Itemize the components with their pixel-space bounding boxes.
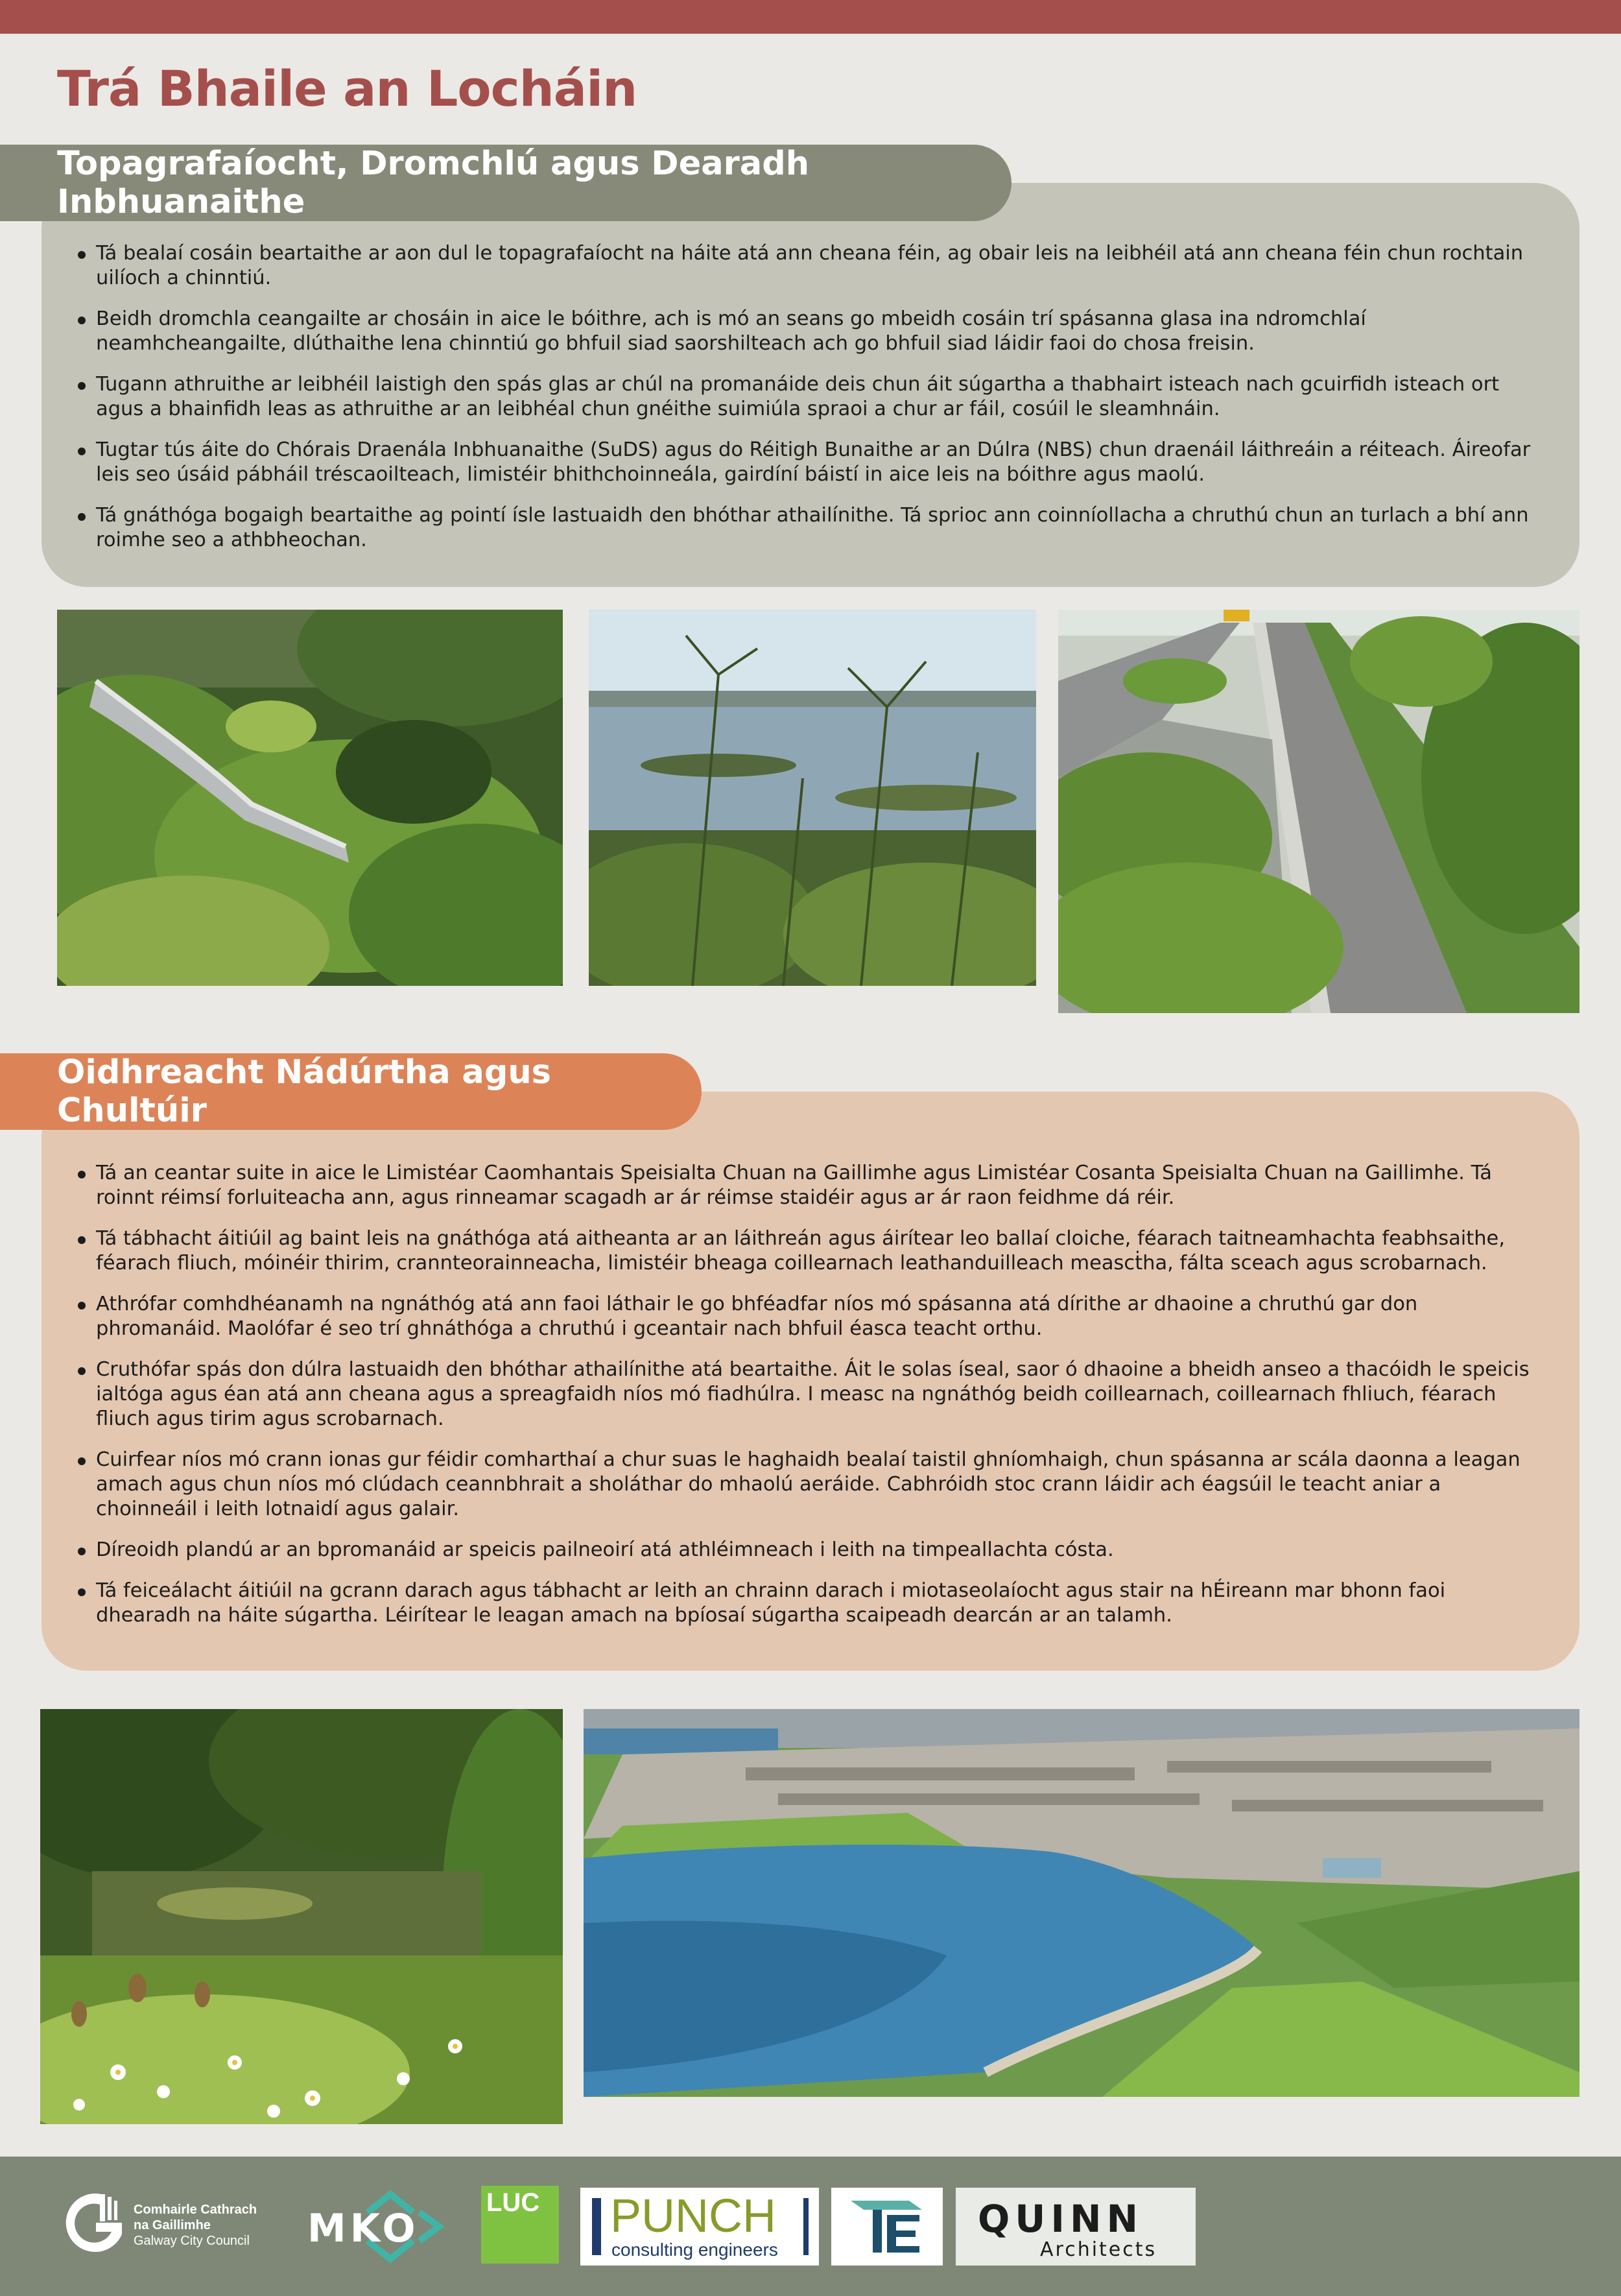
list-item: Beidh dromchla ceangailte ar chosáin in aice le bóithre, ach is mó an seans go mbeidh cosáin trí spásanna glasa ina ndromchlaí neamhcheangailte, dlúthaithe lena chinntiú go bhfuil siad saorshilteach ach go bhfuil siad láidir faoi do chosa freisin.: [78, 307, 1541, 356]
section-heading-text: Oidhreacht Nádúrtha agus Chultúir: [57, 1053, 551, 1130]
panel-topography: [41, 183, 1580, 587]
council-name-ga-line1: Comhairle Cathrach: [134, 2203, 257, 2217]
punch-logo: [580, 2188, 819, 2266]
page-title: Trá Bhaile an Locháin: [57, 60, 637, 117]
luc-logo: [481, 2186, 559, 2264]
panel-heritage: [41, 1092, 1580, 1671]
list-item: Athrófar comhdhéanamh na ngnáthóg atá ann faoi láthair le go bhféadfar níos mó spásanna atá dírithe ar dhaoine a chruthú gar don phromanáid. Maolófar é seo trí ghnáthóga a chruthú i gceantair nach bhfuil éasca teacht orthu.: [78, 1292, 1541, 1341]
council-name-ga-line2: na Gaillimhe: [134, 2218, 211, 2232]
bullet-list: [78, 241, 1541, 553]
photo-wetland-view: [589, 610, 1036, 986]
list-item: Tugann athruithe ar leibhéil laistigh den spás glas ar chúl na promanáide deis chun áit súgartha a thabhairt isteach nach gcuirfidh isteach ort agus a bhainfidh leas as athruithe ar an leibhéal chun gnéithe suimiúla spraoi a chur ar fáil, cosúil le sleamhnáin.: [78, 372, 1541, 422]
photo-meadow-pond: [40, 1709, 563, 2124]
punch-subtitle: consulting engineers: [611, 2240, 778, 2260]
list-item: Tugtar tús áite do Chórais Draenála Inbhuanaithe (SuDS) agus do Réitigh Bunaithe ar an Dúlra (NBS) chun draenáil láithreáin a réiteach. Áireofar leis seo úsáid pábháil tréscaoilteach, limistéir bhithchoinneála, gairdíní báistí in aice leis na bóithre agus maolú.: [78, 438, 1541, 487]
galway-harp-logo-icon: [62, 2189, 127, 2260]
top-accent-bar: [0, 0, 1621, 34]
list-item: Tá an ceantar suite in aice le Limistéar Caomhantais Speisialta Chuan na Gaillimhe agus Limistéar Cosanta Speisialta Chuan na Gaillimhe. Tá roinnt réimsí forluiteacha ann, agus rinneamar scagadh ar ár réimse staidéir agus ar ár raon feidhme dá réir.: [78, 1161, 1541, 1210]
list-item: Tá bealaí cosáin beartaithe ar aon dul le topagrafaíocht na háite atá ann cheana féin, ag obair leis na leibhéil atá ann cheana féin chun rochtain uilíoch a chinntiú.: [78, 241, 1541, 291]
list-item: Tá feiceálacht áitiúil na gcrann darach agus tábhacht ar leith an chrainn darach i miotaseolaíocht agus stair na hÉireann mar bhonn faoi dhearadh na háite súgartha. Léirítear le leagan amach na bpíosaí súgartha scaipeadh dearcán ar an talamh.: [78, 1579, 1541, 1628]
council-name-en: Galway City Council: [134, 2234, 250, 2248]
list-item: Cruthófar spás don dúlra lastuaidh den bhóthar athailínithe atá beartaithe. Áit le solas íseal, saor ó dhaoine a bheidh anseo a thacóidh le speicis ialtóga agus éan atá ann cheana agus a spreagfaidh níos mó fiadhúlra. I measc na ngnáthóg beidh coillearnach, coillearnach fhliuch, féarach fliuch agus tirim agus scrobarnach.: [78, 1357, 1541, 1431]
quinn-subtitle: Architects: [1040, 2238, 1157, 2261]
punch-name: PUNCH: [610, 2190, 777, 2242]
section-heading-heritage: [0, 1053, 702, 1130]
bullet-list: [78, 1161, 1541, 1628]
quinn-architects-logo: [956, 2188, 1196, 2266]
mko-text: MKO: [307, 2206, 420, 2251]
list-item: Tá tábhacht áitiúil ag baint leis na gnáthóga atá aitheanta ar an láithreán agus áirítear leo ballaí cloiche, féarach taitneamhachta feabhsaithe, féarach fliuch, móinéir thirim, crannteorainneacha, limistéir bheaga coillearnach leathanduilleach meascṫha, fálta sceach agus scrobarnach.: [78, 1226, 1541, 1276]
te-mark-icon: [831, 2188, 943, 2266]
list-item: Cuirfear níos mó crann ionas gur féidir comharthaí a chur suas le haghaidh bealaí taistil ghníomhaigh, chun spásanna ar scála daonna a leagan amach agus chun níos mó clúdach ceannbhrait a sholáthar do mhaolú aeráide. Cabhróidh stoc crann láidir ach éagsúil le teacht aniar a choinneáil i leith lotnaidí agus galair.: [78, 1448, 1541, 1522]
te-logo: [831, 2188, 943, 2266]
section-heading-text: Topagrafaíocht, Dromchlú agus Dearadh Inbhuanaithe: [57, 145, 810, 221]
list-item: Díreoidh plandú ar an bpromanáid ar speicis pailneoirí atá athléimneach i leith na timpeallachta cósta.: [78, 1538, 1541, 1562]
photo-aerial-bay: [584, 1709, 1580, 2097]
footer-logo-bar: [0, 2157, 1621, 2296]
luc-text: LUC: [486, 2188, 540, 2217]
quinn-name: QUINN: [978, 2197, 1144, 2241]
photo-slide-embankment: [57, 610, 563, 986]
mko-logo: [306, 2188, 462, 2266]
section-heading-topography: [0, 145, 1012, 221]
photo-roadside-raingarden: [1058, 610, 1580, 1013]
list-item: Tá gnáthóga bogaigh beartaithe ag pointí ísle lastuaidh den bhóthar athailínithe. Tá sprioc ann coinníollacha a chruthú chun an turlach a bhí ann roimhe seo a athbheochan.: [78, 503, 1541, 553]
galway-city-council-logo: [62, 2189, 276, 2260]
